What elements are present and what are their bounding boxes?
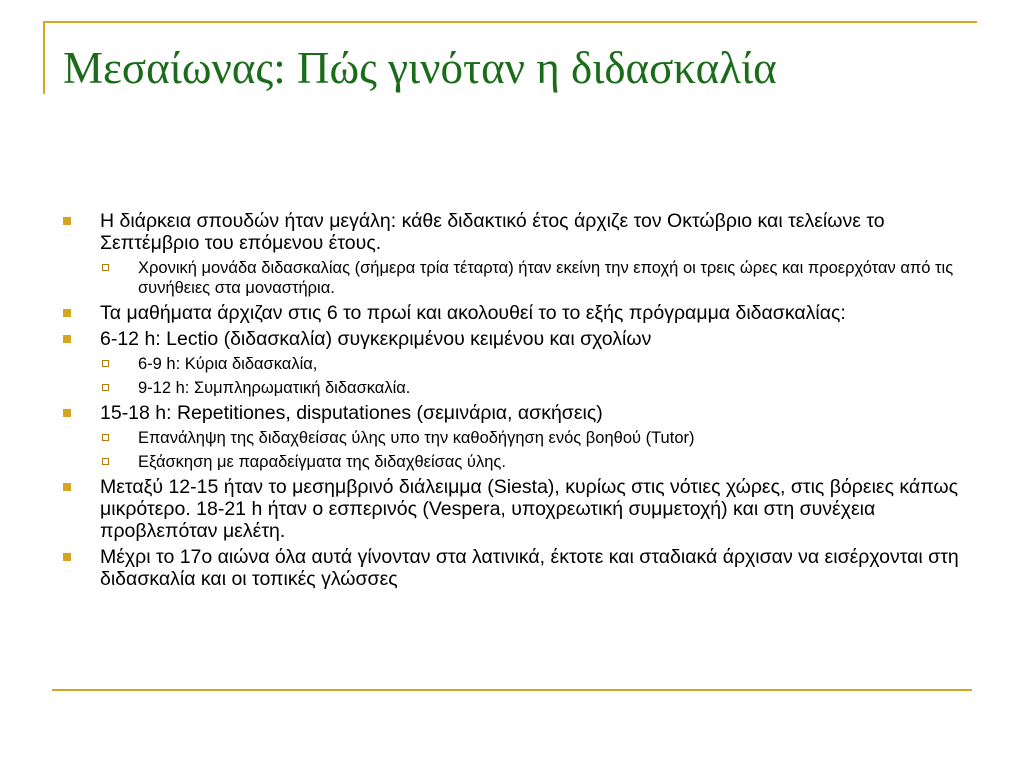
sub-bullet-item	[100, 428, 975, 448]
frame-left-rule	[43, 21, 45, 94]
sub-bullet-item	[100, 378, 975, 398]
square-bullet-icon	[63, 483, 71, 491]
square-bullet-icon	[63, 335, 71, 343]
slide-title: Μεσαίωνας: Πώς γινόταν η διδασκαλία	[63, 43, 777, 93]
square-bullet-icon	[63, 553, 71, 561]
hollow-square-bullet-icon	[102, 458, 109, 465]
bullet-list	[60, 210, 975, 594]
bullet-item	[60, 210, 975, 254]
bullet-item	[60, 546, 975, 590]
frame-top-rule	[43, 21, 977, 23]
sub-bullet-item	[100, 354, 975, 374]
bullet-text: Τα μαθήματα άρχιζαν στις 6 το πρωί και ακολουθεί το το εξής πρόγραμμα διδασκαλίας:	[100, 302, 846, 324]
bullet-text: 6-12 h: Lectio (διδασκαλία) συγκεκριμένου κειμένου και σχολίων	[100, 328, 652, 350]
square-bullet-icon	[63, 309, 71, 317]
hollow-square-bullet-icon	[102, 360, 109, 367]
bullet-item	[60, 476, 975, 542]
sub-bullet-text: 6-9 h: Κύρια διδασκαλία,	[138, 355, 318, 373]
sub-bullet-item	[100, 258, 975, 298]
hollow-square-bullet-icon	[102, 264, 109, 271]
bullet-item	[60, 302, 975, 324]
sub-bullet-text: 9-12 h: Συμπληρωματική διδασκαλία.	[138, 379, 411, 397]
square-bullet-icon	[63, 409, 71, 417]
sub-bullet-text: Χρονική μονάδα διδασκαλίας (σήμερα τρία τέταρτα) ήταν εκείνη την εποχή οι τρεις ώρες και προερχόταν από τις συνήθειες στα μοναστήρια.	[138, 259, 954, 297]
sub-bullet-text: Εξάσκηση με παραδείγματα της διδαχθείσας ύλης.	[138, 453, 506, 471]
bullet-text: Η διάρκεια σπουδών ήταν μεγάλη: κάθε διδακτικό έτος άρχιζε τον Οκτώβριο και τελείωνε το Σεπτέμβριο του επόμενου έτους.	[100, 210, 885, 254]
hollow-square-bullet-icon	[102, 434, 109, 441]
bullet-item	[60, 402, 975, 424]
sub-bullet-item	[100, 452, 975, 472]
bullet-text: Μεταξύ 12-15 ήταν το μεσημβρινό διάλειμμα (Siesta), κυρίως στις νότιες χώρες, στις βόρειες κάπως μικρότερο. 18-21 h ήταν ο εσπερινός (Vespera, υποχρεωτική συμμετοχή) και στη συνέχεια προβλεπόταν μελέτη.	[100, 476, 958, 542]
bullet-text: 15-18 h: Repetitiones, disputationes (σεμινάρια, ασκήσεις)	[100, 402, 603, 424]
hollow-square-bullet-icon	[102, 384, 109, 391]
square-bullet-icon	[63, 217, 71, 225]
sub-bullet-text: Επανάληψη της διδαχθείσας ύλης υπο την καθοδήγηση ενός βοηθού (Tutor)	[138, 429, 695, 447]
bullet-text: Μέχρι το 17ο αιώνα όλα αυτά γίνονταν στα λατινικά, έκτοτε και σταδιακά άρχισαν να εισέρχονται στη διδασκαλία και οι τοπικές γλώσσες	[100, 546, 959, 590]
bullet-item	[60, 328, 975, 350]
footer-rule	[52, 689, 972, 691]
